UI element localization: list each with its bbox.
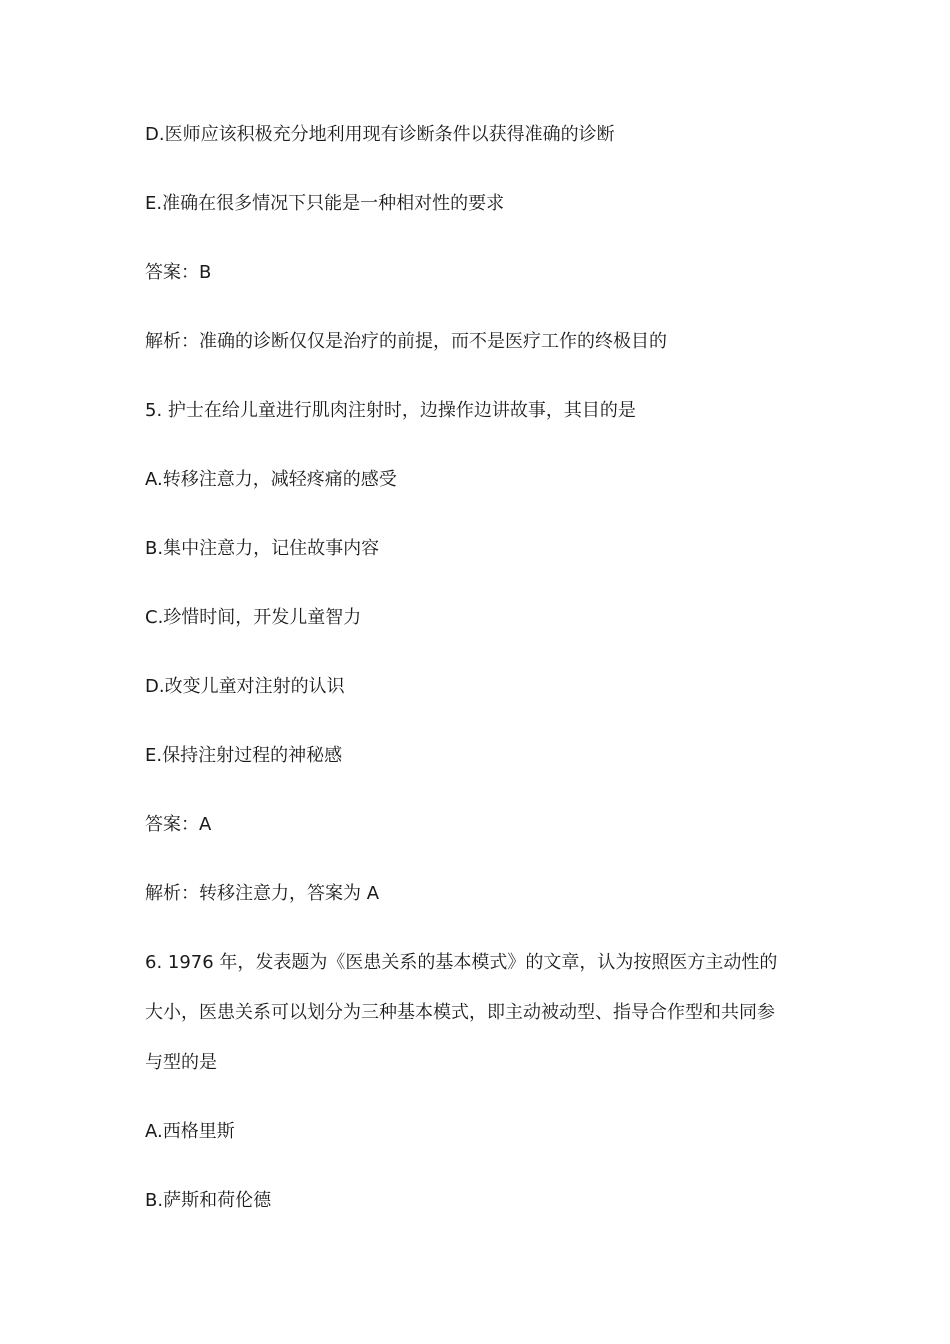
option-c-q5: C.珍惜时间，开发儿童智力: [145, 607, 362, 628]
question-6-line-2: 大小，医患关系可以划分为三种基本模式，即主动被动型、指导合作型和共同参: [145, 1002, 775, 1023]
option-a-q5: A.转移注意力，减轻疼痛的感受: [145, 469, 397, 490]
option-a-q6: A.西格里斯: [145, 1121, 235, 1142]
answer-q5: 答案：A: [145, 814, 212, 835]
question-5: 5. 护士在给儿童进行肌肉注射时，边操作边讲故事，其目的是: [145, 400, 636, 421]
option-b-q6: B.萨斯和荷伦德: [145, 1190, 272, 1211]
option-d-q4: D.医师应该积极充分地利用现有诊断条件以获得准确的诊断: [145, 124, 615, 145]
explanation-q5: 解析：转移注意力，答案为 A: [145, 883, 380, 904]
option-b-q5: B.集中注意力，记住故事内容: [145, 538, 380, 559]
option-e-q5: E.保持注射过程的神秘感: [145, 745, 343, 766]
option-e-q4: E.准确在很多情况下只能是一种相对性的要求: [145, 193, 505, 214]
answer-q4: 答案：B: [145, 262, 212, 283]
explanation-q4: 解析：准确的诊断仅仅是治疗的前提，而不是医疗工作的终极目的: [145, 331, 667, 352]
option-d-q5: D.改变儿童对注射的认识: [145, 676, 345, 697]
question-6-line-3: 与型的是: [145, 1052, 217, 1073]
question-6-line-1: 6. 1976 年，发表题为《医患关系的基本模式》的文章，认为按照医方主动性的: [145, 952, 778, 973]
